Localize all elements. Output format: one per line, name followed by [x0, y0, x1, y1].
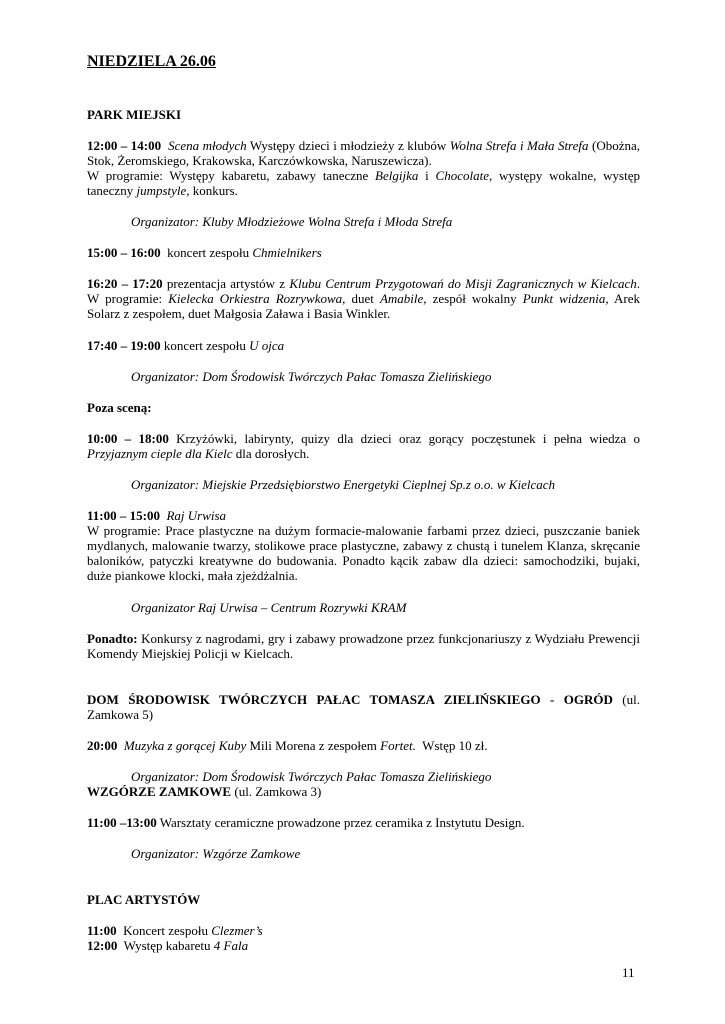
event-paragraph: [87, 431, 640, 461]
event-text: , duet: [342, 291, 380, 306]
event-text: Mili Morena z zespołem: [246, 738, 381, 753]
event-text: Krzyżówki, labirynty, quizy dla dzieci oraz gorący poczęstunek i pełna wiedza o: [168, 431, 640, 446]
section-heading-park: PARK MIEJSKI: [87, 107, 182, 122]
organizer-line: Organizator: Dom Środowisk Twórczych Pałac Tomasza Zielińskiego: [131, 369, 492, 384]
venue-address: (ul. Zamkowa 3): [231, 784, 322, 799]
event-text: występy wokalne, występ taneczny: [87, 168, 640, 198]
event-paragraph: [87, 508, 640, 583]
venue-address: (ul. Zamkowa 5): [87, 692, 640, 722]
event-time: 12:00 – 14:00: [87, 138, 162, 153]
section-heading-dst: [87, 692, 640, 722]
event-text: Występy dzieci i młodzieży z klubów: [246, 138, 450, 153]
event-line: [87, 923, 640, 938]
organizer-line: Organizator Raj Urwisa – Centrum Rozrywki KRAM: [131, 600, 407, 615]
event-text: dla dorosłych.: [232, 446, 310, 461]
note-text: Konkursy z nagrodami, gry i zabawy prowadzone przez funkcjonariuszy z Wydziału Prewencji Komendy Miejskiej Policji w Kielcach.: [87, 631, 640, 661]
event-text: koncert zespołu: [160, 338, 250, 353]
event-text: . W programie:: [87, 276, 647, 306]
event-text: W programie: Prace plastyczne na dużym formacie-malowanie farbami przez dzieci, puszczanie baniek mydlanych, malowanie twarzy, stolikowe prace plastyczne, zabawy z chustą i tunelem Klanza, skręcanie baloników, patyczki kreatywne do budowania. Ponadto kącik zabaw dla dzieci: samochodziki, bujaki, duże piankowe klocki, mała zjeżdżalnia.: [87, 523, 640, 583]
section-heading-plac: PLAC ARTYSTÓW: [87, 892, 201, 907]
band-name: Chmielnikers: [252, 245, 322, 260]
club-name: Klubu Centrum Przygotowań do Misji Zagranicznych w Kielcach: [289, 276, 637, 291]
band-name: Punkt widzenia,: [522, 291, 609, 306]
venue-name: WZGÓRZE ZAMKOWE: [87, 784, 232, 799]
subsection-heading: Poza sceną:: [87, 400, 152, 415]
event-text: (Obożna, Stok, Żeromskiego, Krakowska, Karczówkowska, Naruszewicza).: [87, 138, 640, 168]
event-text: Występ kabaretu: [117, 938, 214, 953]
organizer-line: Organizator: Kluby Młodzieżowe Wolna Strefa i Młoda Strefa: [131, 214, 453, 229]
event-text: W programie: Występy kabaretu, zabawy taneczne: [87, 168, 376, 183]
note-label: Ponadto:: [87, 631, 138, 646]
event-paragraph: [87, 138, 640, 198]
event-text: Koncert zespołu: [116, 923, 212, 938]
venue-name: DOM ŚRODOWISK TWÓRCZYCH PAŁAC TOMASZA ZIELIŃSKIEGO - OGRÓD: [87, 692, 613, 707]
event-time: 16:20 – 17:20: [87, 276, 163, 291]
dance-name: Chocolate,: [435, 168, 493, 183]
dance-name: jumpstyle: [136, 183, 187, 198]
event-title: Raj Urwisa: [166, 508, 227, 523]
event-line: [87, 938, 640, 953]
orchestra-name: Kielecka Orkiestra Rozrywkowa: [168, 291, 343, 306]
event-paragraph: [87, 245, 640, 260]
band-name: U ojca: [249, 338, 285, 353]
band-name: Fortet.: [380, 738, 416, 753]
event-paragraph: [87, 815, 640, 830]
event-text: i: [418, 168, 436, 183]
event-text: Warsztaty ceramiczne prowadzone przez ceramika z Instytutu Design.: [156, 815, 525, 830]
event-title: Muzyka z gorącej Kuby: [123, 738, 247, 753]
event-text: , konkurs.: [186, 183, 238, 198]
campaign-name: Przyjaznym cieple dla Kielc: [87, 446, 233, 461]
event-time: 15:00 – 16:00: [87, 245, 161, 260]
event-text: Wstęp 10 zł.: [415, 738, 488, 753]
event-paragraph: [87, 338, 640, 353]
event-time: 12:00: [87, 938, 118, 953]
section-heading-wzgorze: [87, 784, 640, 799]
event-time: 11:00: [87, 923, 117, 938]
event-time: 10:00 – 18:00: [87, 431, 169, 446]
page-number: 11: [622, 965, 635, 980]
band-name: Clezmer’s: [211, 923, 263, 938]
event-text: prezentacja artystów z: [162, 276, 290, 291]
club-names: Wolna Strefa i Mała Strefa: [449, 138, 589, 153]
event-paragraph: [87, 738, 640, 753]
event-time: 20:00: [87, 738, 118, 753]
dance-name: Belgijka: [375, 168, 419, 183]
event-time: 11:00 –13:00: [87, 815, 157, 830]
organizer-line: Organizator: Miejskie Przedsiębiorstwo Energetyki Cieplnej Sp.z o.o. w Kielcach: [131, 477, 556, 492]
band-name: 4 Fala: [213, 938, 249, 953]
event-time: 11:00 – 15:00: [87, 508, 160, 523]
event-text: zespół wokalny: [426, 291, 523, 306]
event-text: koncert zespołu: [160, 245, 253, 260]
event-paragraph: [87, 276, 647, 321]
event-text: Arek Solarz z zespołem, duet Małgosia Zaława i Basia Winkler.: [87, 291, 641, 321]
note-paragraph: [87, 631, 640, 661]
page-title: NIEDZIELA 26.06: [87, 53, 216, 70]
organizer-line: Organizator: Wzgórze Zamkowe: [131, 846, 301, 861]
organizer-line: Organizator: Dom Środowisk Twórczych Pałac Tomasza Zielińskiego: [131, 769, 492, 784]
event-time: 17:40 – 19:00: [87, 338, 161, 353]
event-title: Scena młodych: [168, 138, 247, 153]
duo-name: Amabile,: [379, 291, 427, 306]
